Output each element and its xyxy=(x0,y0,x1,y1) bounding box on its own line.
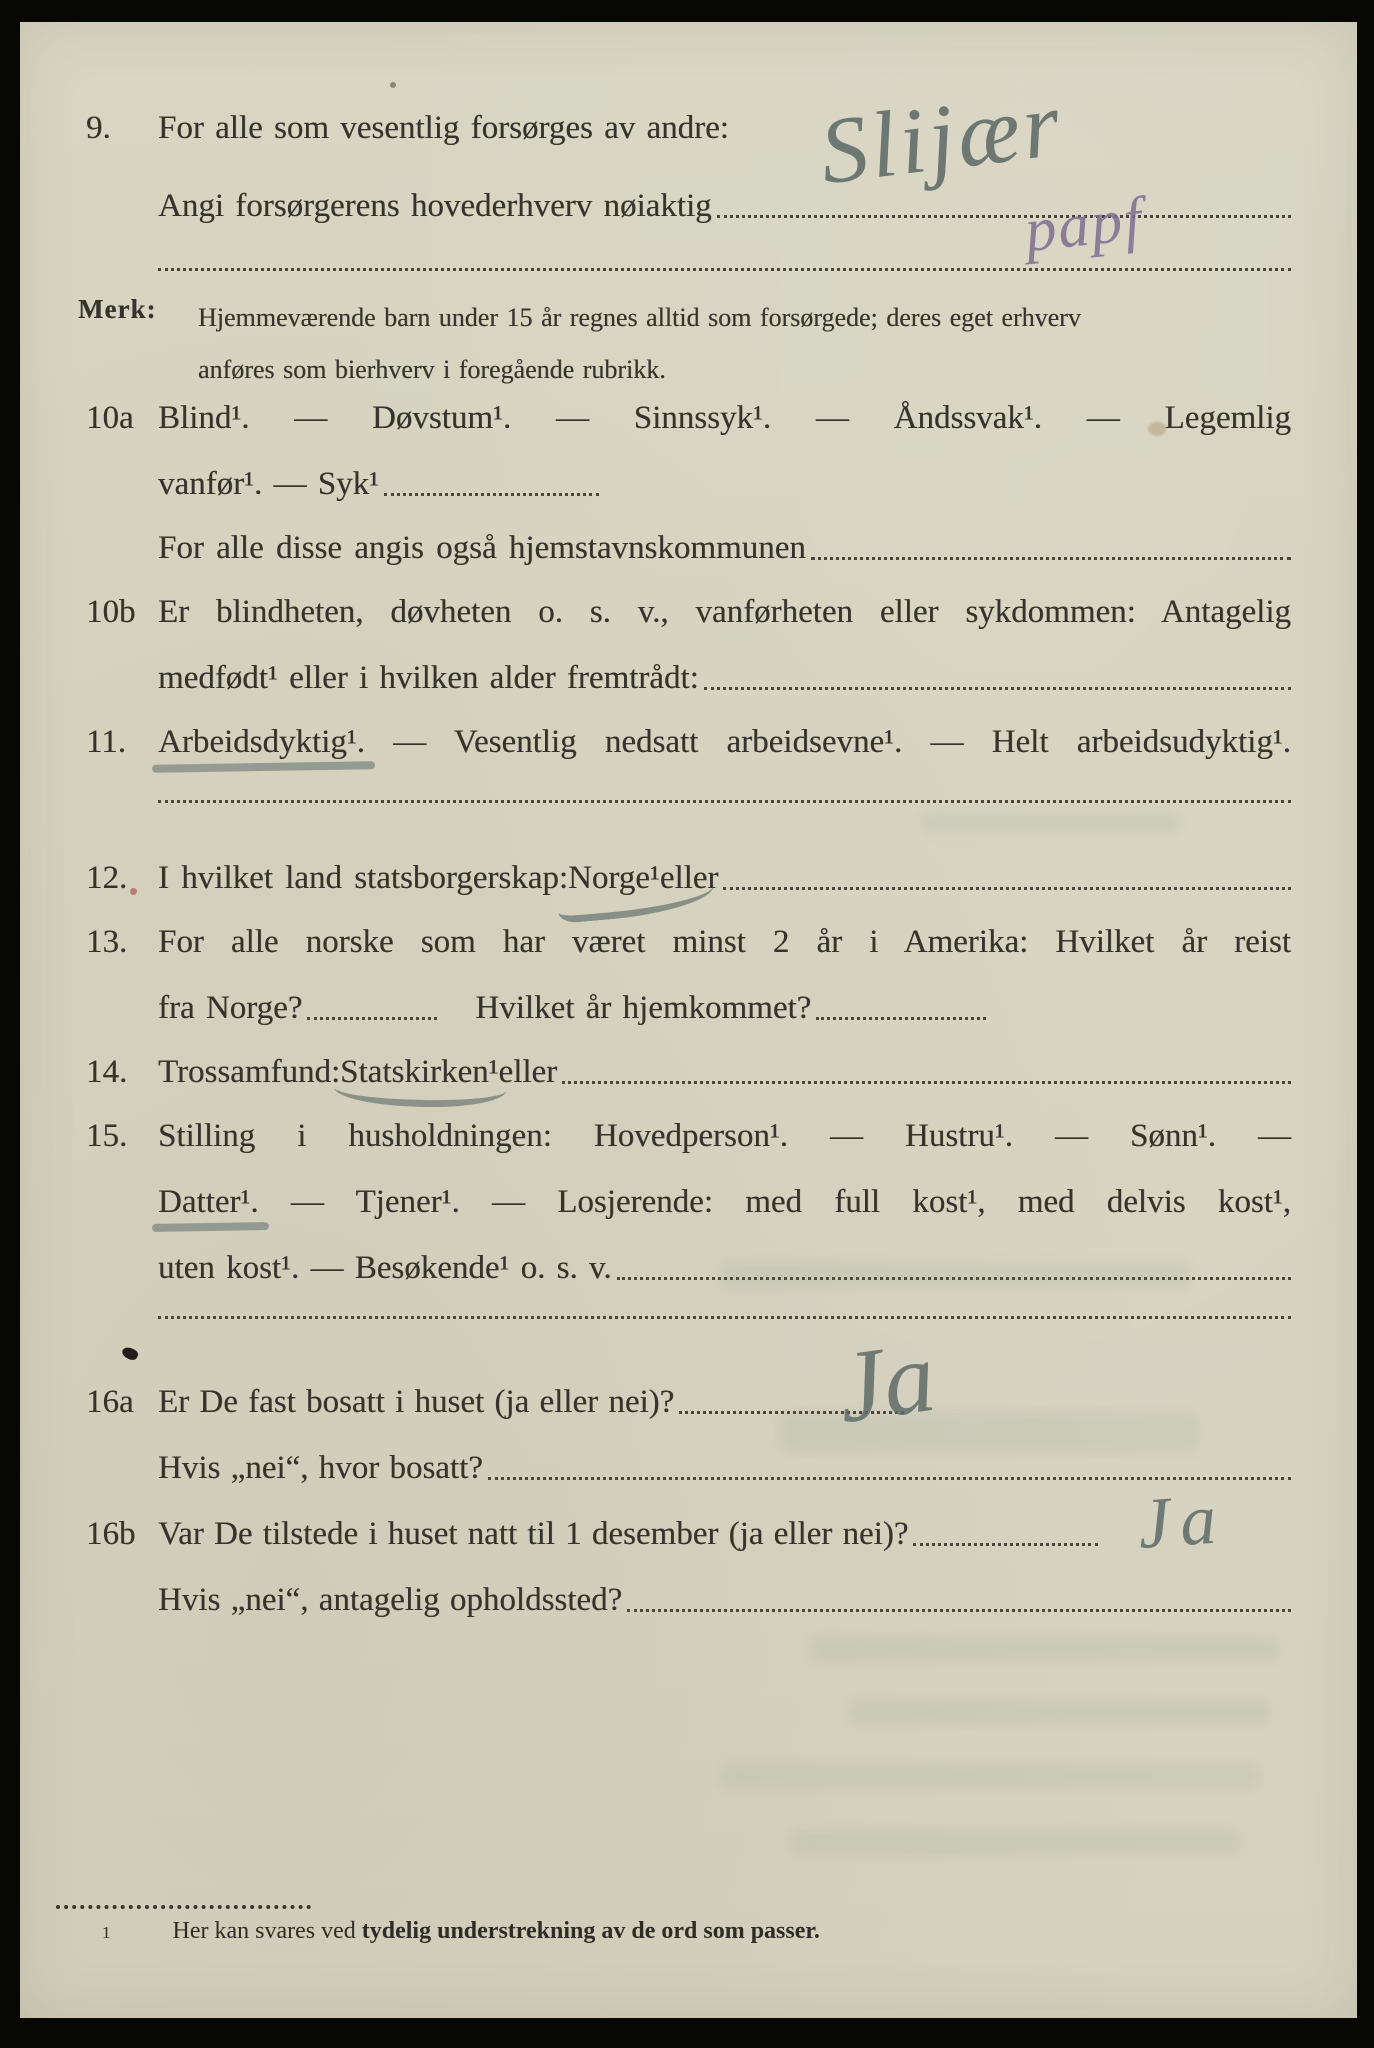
question-9-line-1: For alle som vesentlig forsørges av andre: xyxy=(158,110,729,146)
question-10a-line-2: vanfør¹. — Syk¹ xyxy=(158,466,1291,503)
handwritten-answer-16b: Ja xyxy=(1135,1478,1229,1564)
bleed-through-smudge xyxy=(810,1637,1280,1661)
dotted-answer-line xyxy=(717,215,1291,218)
dotted-answer-line xyxy=(562,1081,1291,1084)
question-11-line: Arbeidsdyktig¹. — Vesentlig nedsatt arbeidsevne¹. — Helt arbeidsudyktig¹. xyxy=(158,724,1291,760)
handwritten-answer-16a: Ja xyxy=(830,1319,942,1446)
question-10b-line-2: medfødt¹ eller i hvilken alder fremtrådt: xyxy=(158,660,1291,697)
bleed-through-smudge xyxy=(850,1700,1270,1724)
question-number-10b: 10b xyxy=(86,594,136,630)
pencil-underlined-word: Datter¹. xyxy=(158,1184,259,1220)
dotted-answer-line xyxy=(704,687,1291,690)
question-9-line-2: Angi forsørgerens hovederhverv nøiaktig xyxy=(158,188,1291,225)
footnote: 1 Her kan svares ved tydelig understrekning av de ord som passer. xyxy=(102,1918,820,1944)
dotted-answer-line xyxy=(307,1017,437,1020)
note-label: Merk: xyxy=(78,294,157,324)
question-number-12: 12. xyxy=(86,860,128,896)
question-15-line-1: Stilling i husholdningen: Hovedperson¹. — Hustru¹. — Sønn¹. — xyxy=(158,1118,1291,1154)
question-16b-line-2: Hvis „nei“, antagelig opholdssted? xyxy=(158,1582,1291,1619)
question-number-11: 11. xyxy=(86,724,127,760)
question-number-15: 15. xyxy=(86,1118,128,1154)
question-12-line: I hvilket land statsborgerskap: Norge¹ eller xyxy=(158,860,1291,897)
question-10b-line-1: Er blindheten, døvheten o. s. v., vanførheten eller sykdommen: Antagelig xyxy=(158,594,1291,630)
question-16b-line-1: Var De tilstede i huset natt til 1 desember (ja eller nei)? xyxy=(158,1516,1291,1553)
pencil-underlined-word: Norge¹ xyxy=(568,860,660,896)
question-10a-line-1: Blind¹. — Døvstum¹. — Sinnssyk¹. — Åndssvak¹. — Legemlig xyxy=(158,400,1291,436)
question-10a-line-3: For alle disse angis også hjemstavnskommunen xyxy=(158,530,1291,567)
question-number-14: 14. xyxy=(86,1054,128,1090)
pencil-underlined-word: Statskirken¹ xyxy=(340,1054,499,1090)
question-16a-line-1: Er De fast bosatt i huset (ja eller nei)? xyxy=(158,1384,1291,1421)
question-number-13: 13. xyxy=(86,924,128,960)
question-number-9: 9. xyxy=(86,110,111,146)
question-13-line-2: fra Norge? Hvilket år hjemkommet? xyxy=(158,990,1291,1027)
dotted-rule xyxy=(158,268,1291,271)
dust-speck xyxy=(390,82,396,88)
question-15-line-2: Datter¹. — Tjener¹. — Losjerende: med full kost¹, med delvis kost¹, xyxy=(158,1184,1291,1220)
bleed-through-smudge xyxy=(790,1830,1240,1854)
question-13-line-1: For alle norske som har været minst 2 år i Amerika: Hvilket år reist xyxy=(158,924,1291,960)
handwritten-occupation-entry: Slijær xyxy=(814,71,1069,205)
paper-page xyxy=(20,22,1357,2018)
bleed-through-smudge xyxy=(720,1764,1260,1788)
question-number-16a: 16a xyxy=(86,1384,134,1420)
paper-stain xyxy=(1148,422,1166,436)
dotted-answer-line xyxy=(723,887,1291,890)
ink-blot xyxy=(120,1345,139,1362)
handwritten-occupation-secondary-entry: papf xyxy=(1021,185,1147,265)
bleed-through-smudge xyxy=(920,812,1180,832)
dotted-answer-line xyxy=(811,557,1291,560)
dotted-answer-line xyxy=(384,493,599,496)
question-15-line-3: uten kost¹. — Besøkende¹ o. s. v. xyxy=(158,1250,1291,1287)
bleed-through-smudge xyxy=(780,1412,1200,1452)
note-text: Hjemmeværende barn under 15 år regnes alltid som forsørgede; deres eget erhverv anføres som bierhverv i foregående rubrikk. xyxy=(198,303,1081,384)
question-14-line: Trossamfund: Statskirken¹ eller xyxy=(158,1054,1291,1091)
dotted-answer-line xyxy=(816,1017,986,1020)
footnote-marker: 1 xyxy=(102,1923,111,1942)
dotted-answer-line xyxy=(488,1477,1291,1480)
dotted-rule xyxy=(158,800,1291,803)
dotted-rule xyxy=(158,1316,1291,1319)
dotted-answer-line xyxy=(627,1609,1291,1612)
footnote-rule xyxy=(56,1905,311,1909)
dotted-answer-line xyxy=(913,1543,1098,1546)
question-number-16b: 16b xyxy=(86,1516,136,1552)
red-speck xyxy=(130,888,137,895)
question-number-10a: 10a xyxy=(86,400,134,436)
question-16a-line-2: Hvis „nei“, hvor bosatt? xyxy=(158,1450,1291,1487)
pencil-underlined-word: Arbeidsdyktig¹. xyxy=(158,724,365,760)
bleed-through-smudge xyxy=(720,1262,1190,1288)
